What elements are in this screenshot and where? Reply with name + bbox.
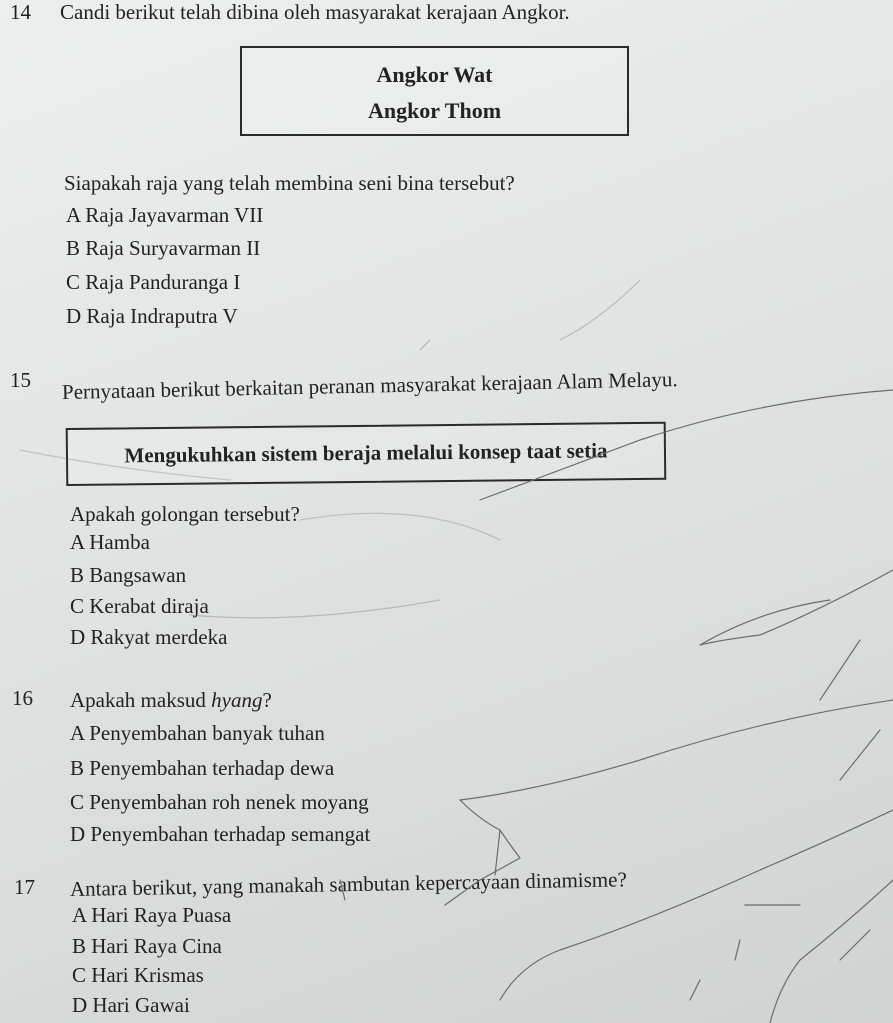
option-d: D Hari Gawai bbox=[72, 993, 190, 1017]
option-b: B Bangsawan bbox=[70, 563, 187, 587]
option-b: B Raja Suryavarman II bbox=[66, 236, 261, 260]
option-c: C Hari Krismas bbox=[72, 963, 204, 987]
option-c: C Kerabat diraja bbox=[70, 594, 209, 618]
temple-box bbox=[240, 46, 629, 136]
box-statement: Mengukuhkan sistem beraja melalui konsep taat setia bbox=[124, 438, 608, 468]
box-line-angkor-wat: Angkor Wat bbox=[376, 62, 493, 87]
question-text bbox=[70, 688, 272, 713]
option-a: A Hamba bbox=[70, 530, 150, 554]
question-number: 17 bbox=[14, 875, 35, 899]
question-text-prefix: Apakah maksud bbox=[70, 688, 212, 712]
question-text: Antara berikut, yang manakah sambutan kepercayaan dinamisme? bbox=[69, 867, 627, 901]
option-a: A Raja Jayavarman VII bbox=[66, 203, 264, 227]
option-a: A Penyembahan banyak tuhan bbox=[70, 721, 325, 745]
question-number: 14 bbox=[10, 0, 31, 24]
question-text: Pernyataan berikut berkaitan peranan masyarakat kerajaan Alam Melayu. bbox=[61, 367, 678, 404]
question-text-suffix: ? bbox=[262, 688, 272, 712]
question-number: 16 bbox=[12, 686, 33, 710]
option-d: D Penyembahan terhadap semangat bbox=[70, 822, 371, 846]
question-number: 15 bbox=[10, 368, 31, 392]
option-d: D Rakyat merdeka bbox=[70, 625, 228, 649]
statement-box bbox=[66, 422, 667, 486]
option-c: C Penyembahan roh nenek moyang bbox=[70, 790, 369, 814]
option-b: B Penyembahan terhadap dewa bbox=[70, 756, 335, 780]
question-prompt: Siapakah raja yang telah membina seni bina tersebut? bbox=[64, 171, 515, 195]
box-line-angkor-thom: Angkor Thom bbox=[367, 98, 502, 123]
question-text: Candi berikut telah dibina oleh masyarakat kerajaan Angkor. bbox=[60, 0, 570, 24]
option-b: B Hari Raya Cina bbox=[72, 934, 222, 958]
question-prompt: Apakah golongan tersebut? bbox=[70, 502, 300, 526]
option-d: D Raja Indraputra V bbox=[66, 304, 238, 328]
option-c: C Raja Panduranga I bbox=[66, 270, 241, 294]
option-a: A Hari Raya Puasa bbox=[72, 903, 232, 927]
question-text-term: hyang bbox=[211, 688, 263, 712]
